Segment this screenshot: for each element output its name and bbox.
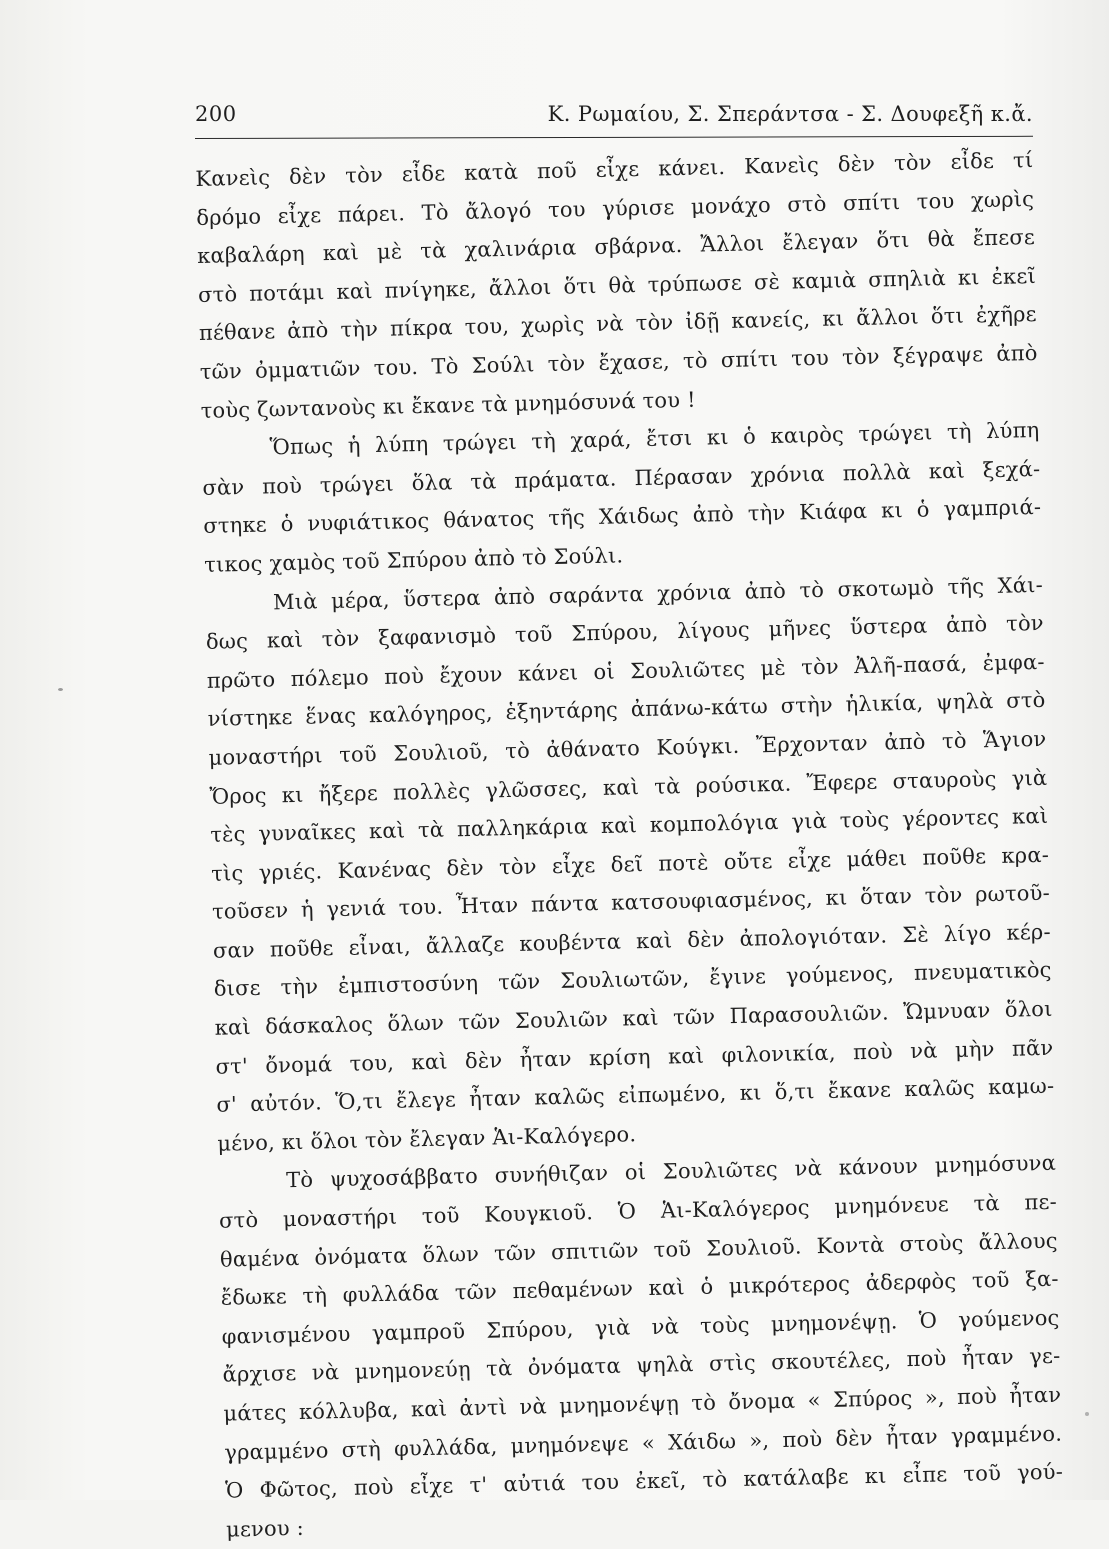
text-line: τὶς γριές. Κανένας δὲν τὸν εἶχε δεῖ ποτὲ οὔτε εἶχε μάθει ποῦθε κρα- — [210, 842, 1050, 886]
text-line: σὰν ποὺ τρώγει ὅλα τὰ πράματα. Πέρασαν χρόνια πολλὰ καὶ ξεχά- — [202, 456, 1041, 500]
text-line: τοὺς ζωντανοὺς κι ἔκανε τὰ μνημόσυνά του ! — [200, 387, 696, 423]
text-line: στὸ μοναστήρι τοῦ Κουγκιοῦ. Ὁ Ἁι-Καλόγερος μνημόνευε τὰ πε- — [218, 1189, 1058, 1233]
text-line: φανισμένου γαμπροῦ Σπύρου, γιὰ νὰ τοὺς μνημονέψῃ. Ὁ γούμενος — [221, 1305, 1060, 1349]
text-line: στ' ὄνομά του, καὶ δὲν ἦταν κρίση καὶ φιλονικία, ποὺ νὰ μὴν πᾶν — [215, 1035, 1054, 1079]
text-line: δως καὶ τὸν ξαφανισμὸ τοῦ Σπύρου, λίγους μῆνες ὕστερα ἀπὸ τὸν — [205, 610, 1044, 654]
text-line: ἄρχισε νὰ μνημονεύῃ τὰ ὀνόματα ψηλὰ στὶς σκουτέλες, ποὺ ἦταν γε- — [222, 1344, 1061, 1388]
text-line: νίστηκε ἕνας καλόγηρος, ἑξηντάρης ἀπάνω-κάτω στὴν ἡλικία, ψηλὰ στὸ — [207, 688, 1046, 732]
text-line: μοναστήρι τοῦ Σουλιοῦ, τὸ ἀθάνατο Κούγκι. Ἔρχονταν ἀπὸ τὸ Ἅγιον — [208, 726, 1047, 770]
scan-speck — [1085, 1412, 1089, 1416]
text-line: καβαλάρη καὶ μὲ τὰ χαλινάρια σβάρνα. Ἄλλοι ἔλεγαν ὅτι θὰ ἔπεσε — [196, 225, 1036, 269]
paragraph-start-line: Τὸ ψυχοσάββατο συνήθιζαν οἱ Σουλιῶτες νὰ κάνουν μνημόσυνα — [285, 1151, 1057, 1193]
text-line: σ' αὐτόν. Ὅ,τι ἔλεγε ἦταν καλῶς εἰπωμένο, κι ὅ,τι ἔκανε καλῶς καμω- — [216, 1073, 1055, 1118]
running-head: Κ. Ρωμαίου, Σ. Σπεράντσα - Σ. Δουφεξῆ κ.ἄ. — [547, 102, 1033, 126]
scan-speck — [58, 688, 63, 691]
text-line: τικος χαμὸς τοῦ Σπύρου ἀπὸ τὸ Σούλι. — [203, 543, 624, 577]
text-line: δρόμο εἶχε πάρει. Τὸ ἄλογό του γύρισε μονάχο στὸ σπίτι του χωρὶς — [196, 186, 1035, 230]
text-line: τῶν ὀμματιῶν του. Τὸ Σούλι τὸν ἔχασε, τὸ σπίτι του τὸν ξέγραψε ἀπὸ — [199, 340, 1038, 384]
text-line: Κανεὶς δὲν τὸν εἶδε κατὰ ποῦ εἶχε κάνει. Κανεὶς δὲν τὸν εἶδε τί — [195, 147, 1034, 191]
text-line: πέθανε ἀπὸ τὴν πίκρα του, χωρὶς νὰ τὸν ἰδῇ κανείς, κι ἄλλοι ὅτι ἐχῆρε — [198, 302, 1037, 346]
paragraph-start-line: Μιὰ μέρα, ὕστερα ἀπὸ σαράντα χρόνια ἀπὸ τὸ σκοτωμὸ τῆς Χάι- — [272, 572, 1044, 614]
page-number: 200 — [195, 102, 237, 126]
header-rule — [195, 136, 1033, 139]
text-line: τοῦσεν ἡ γενιά του. Ἦταν πάντα κατσουφιασμένος, κι ὅταν τὸν ρωτοῦ- — [211, 881, 1051, 925]
text-line: Ὁ Φῶτος, ποὺ εἶχε τ' αὐτιά του ἐκεῖ, τὸ κατάλαβε κι εἶπε τοῦ γού- — [224, 1459, 1064, 1503]
text-line: σαν ποῦθε εἶναι, ἄλλαζε κουβέντα καὶ δὲν ἀπολογιόταν. Σὲ λίγο κέρ- — [212, 919, 1051, 963]
text-line: μάτες κόλλυβα, καὶ ἀντὶ νὰ μνημονέψῃ τὸ ὄνομα « Σπύρος », ποὺ ἦταν — [223, 1382, 1062, 1426]
text-line: γραμμένο στὴ φυλλάδα, μνημόνεψε « Χάιδω », ποὺ δὲν ἦταν γραμμένο. — [224, 1421, 1063, 1465]
paragraph-start-line: Ὅπως ἡ λύπη τρώγει τὴ χαρά, ἔτσι κι ὁ καιρὸς τρώγει τὴ λύπη — [269, 418, 1040, 460]
text-line: καὶ δάσκαλος ὅλων τῶν Σουλιῶν καὶ τῶν Παρασουλιῶν. Ὤμνυαν ὅλοι — [214, 996, 1053, 1040]
text-line: δισε τὴν ἐμπιστοσύνη τῶν Σουλιωτῶν, ἔγινε γούμενος, πνευματικὸς — [213, 958, 1052, 1002]
text-line: ἔδωκε τὴ φυλλάδα τῶν πεθαμένων καὶ ὁ μικρότερος ἀδερφὸς τοῦ ξα- — [220, 1266, 1059, 1310]
text-line: θαμένα ὀνόματα ὅλων τῶν σπιτιῶν τοῦ Σουλιοῦ. Κοντὰ στοὺς ἄλλους — [219, 1228, 1059, 1272]
text-line: μένο, κι ὅλοι τὸν ἔλεγαν Ἁι-Καλόγερο. — [217, 1122, 637, 1156]
text-line: τὲς γυναῖκες καὶ τὰ παλληκάρια καὶ κομπολόγια γιὰ τοὺς γέροντες καὶ — [210, 803, 1049, 847]
text-line: Ὄρος κι ἤξερε πολλὲς γλῶσσες, καὶ τὰ ρούσικα. Ἔφερε σταυροὺς γιὰ — [209, 765, 1048, 809]
text-line: πρῶτο πόλεμο ποὺ ἔχουν κάνει οἱ Σουλιῶτες μὲ τὸν Ἀλῆ-πασά, ἐμφα- — [206, 649, 1045, 693]
body-text — [195, 141, 1064, 1549]
text-line: στηκε ὁ νυφιάτικος θάνατος τῆς Χάιδως ἀπὸ τὴν Κιάφα κι ὁ γαμπριά- — [203, 495, 1042, 539]
text-line: μενου : — [225, 1515, 305, 1542]
text-line: στὸ ποτάμι καὶ πνίγηκε, ἄλλοι ὅτι θὰ τρύπωσε σὲ καμιὰ σπηλιὰ κι ἐκεῖ — [197, 263, 1037, 307]
page-header — [195, 96, 1033, 136]
